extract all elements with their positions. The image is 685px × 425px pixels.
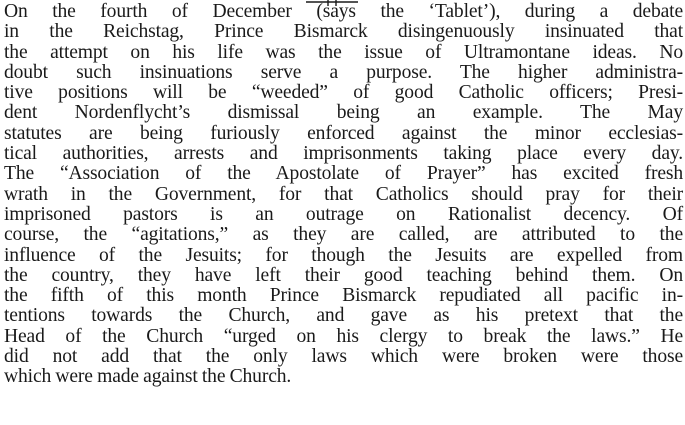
article-line: tive positions will be “weeded” of good Catholic officers; Presi- bbox=[4, 82, 683, 104]
article-line: the fifth of this month Prince Bismarck repudiated all pacific in- bbox=[4, 285, 683, 307]
article-line: influence of the Jesuits; for though the Jesuits are expelled from bbox=[4, 244, 683, 266]
article-line: statutes are being furiously enforced against the minor ecclesias- bbox=[4, 122, 683, 144]
article-line: On the fourth of December (says the ‘Tablet’), during a debate bbox=[4, 1, 683, 22]
article-line: dent Nordenflycht’s dismissal being an example. The May bbox=[4, 102, 683, 124]
article-line: imprisoned pastors is an outrage on Rationalist decency. Of bbox=[4, 203, 683, 225]
article-line: tentions towards the Church, and gave as his pretext that the bbox=[4, 305, 683, 327]
article-line: The “Association of the Apostolate of Prayer” has excited fresh bbox=[4, 163, 683, 185]
article-line: in the Reichstag, Prince Bismarck disingenuously insinuated that bbox=[4, 21, 683, 43]
article-line: the attempt on his life was the issue of Ultramontane ideas. No bbox=[4, 41, 683, 63]
article-body bbox=[4, 2, 683, 388]
article-line: doubt such insinuations serve a purpose. The higher administra- bbox=[4, 61, 683, 83]
article-line: did not add that the only laws which were broken were those bbox=[4, 346, 683, 368]
article-line: Head of the Church “urged on his clergy to break the laws.” He bbox=[4, 325, 683, 347]
article-line: wrath in the Government, for that Catholics should pray for their bbox=[4, 183, 683, 205]
article-line: course, the “agitations,” as they are called, are attributed to the bbox=[4, 224, 683, 246]
article-line: which were made against the Church. bbox=[4, 366, 292, 388]
article-line: the country, they have left their good teaching behind them. On bbox=[4, 264, 683, 286]
article-line: tical authorities, arrests and imprisonments taking place every day. bbox=[4, 143, 683, 165]
